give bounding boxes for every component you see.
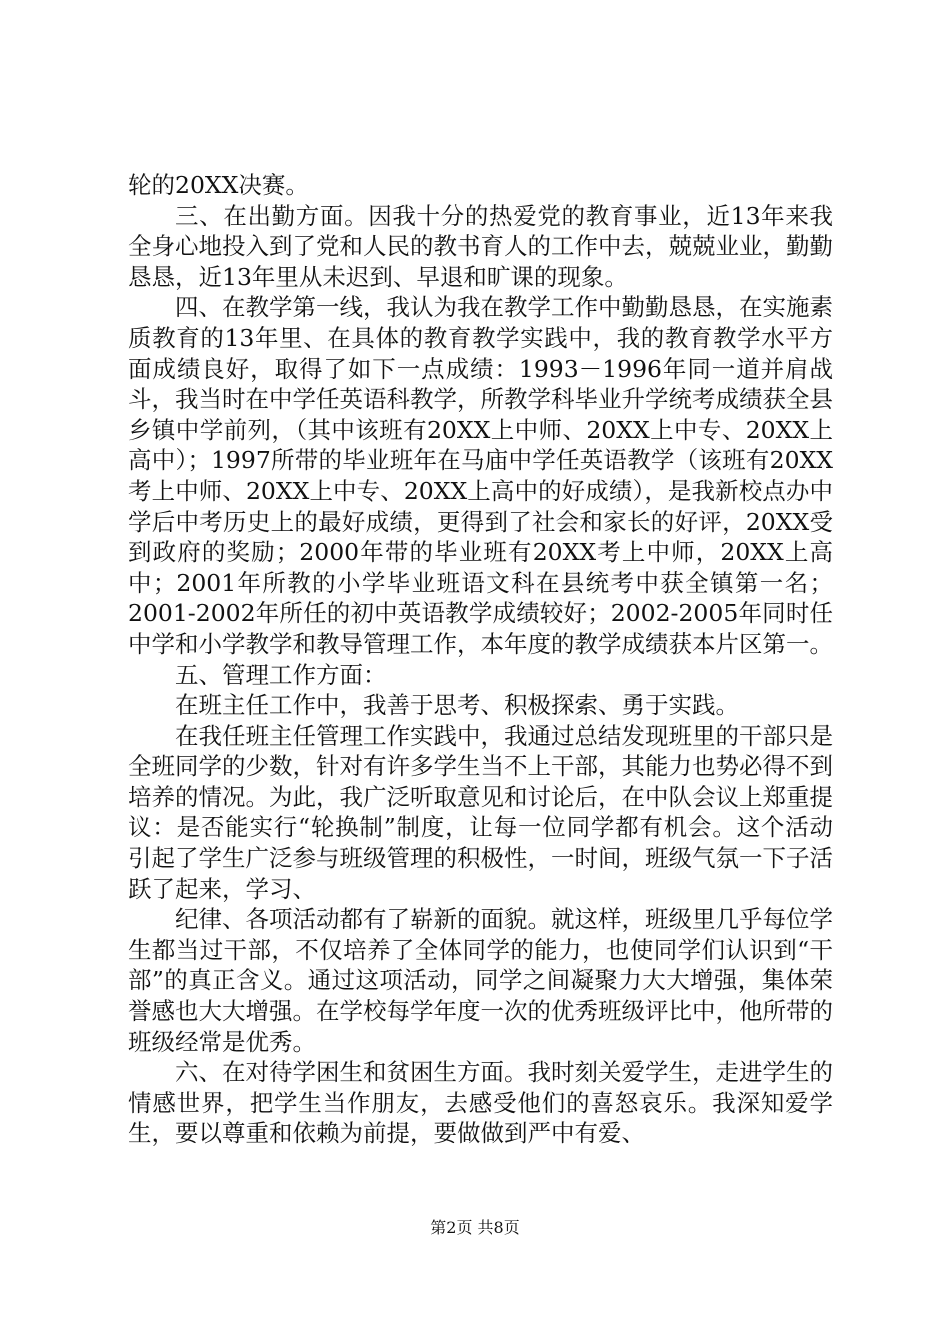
paragraph: 纪律、各项活动都有了崭新的面貌。就这样，班级里几乎每位学生都当过干部，不仅培养了全体同学的能力，也使同学们认识到“干部”的真正含义。通过这项活动，同学之间凝聚力大大增强，集体荣誉感也大大增强。在学校每学年度一次的优秀班级评比中，他所带的班级经常是优秀。 <box>128 905 833 1056</box>
paragraph: 六、在对待学困生和贫困生方面。我时刻关爱学生，走进学生的情感世界，把学生当作朋友，去感受他们的喜怒哀乐。我深知爱学生，要以尊重和依赖为前提，要做做到严中有爱、 <box>128 1058 833 1148</box>
page-number-footer: 第2页 共8页 <box>430 1218 520 1237</box>
paragraph: 在我任班主任管理工作实践中，我通过总结发现班里的干部只是全班同学的少数，针对有许多学生当不上干部，其能力也势必得不到培养的情况。为此，我广泛听取意见和讨论后，在中队会议上郑重提议：是否能实行“轮换制”制度，让每一位同学都有机会。这个活动引起了学生广泛参与班级管理的积极性，一时间，班级气氛一下子活跃了起来，学习、 <box>128 721 833 903</box>
paragraph: 在班主任工作中，我善于思考、积极探索、勇于实践。 <box>175 691 739 720</box>
paragraph: 三、在出勤方面。因我十分的热爱党的教育事业，近13年来我全身心地投入到了党和人民的教书育人的工作中去，兢兢业业，勤勤恳恳，近13年里从未迟到、早退和旷课的现象。 <box>128 201 833 291</box>
paragraph: 四、在教学第一线，我认为我在教学工作中勤勤恳恳，在实施素质教育的13年里、在具体的教育教学实践中，我的教育教学水平方面成绩良好，取得了如下一点成绩：1993－1996年同一道并肩战斗，我当时在中学任英语科教学，所教学科毕业升学统考成绩获全县乡镇中学前列，（其中该班有20XX上中师、20XX上中专、20XX上高中）；1997所带的毕业班年在马庙中学任英语教学（该班有20XX考上中师、20XX上中专、20XX上高中的好成绩），是我新校点办中学后中考历史上的最好成绩，更得到了社会和家长的好评，20XX受到政府的奖励；2000年带的毕业班有20XX考上中师，20XX上高中；2001年所教的小学毕业班语文科在县统考中获全镇第一名；2001-2002年所任的初中英语教学成绩较好；2002-2005年同时任中学和小学教学和教导管理工作，本年度的教学成绩获本片区第一。 <box>128 293 833 658</box>
body-text <box>128 170 833 1149</box>
paragraph: 轮的20XX决赛。 <box>128 171 309 199</box>
paragraph: 五、管理工作方面： <box>175 660 387 689</box>
